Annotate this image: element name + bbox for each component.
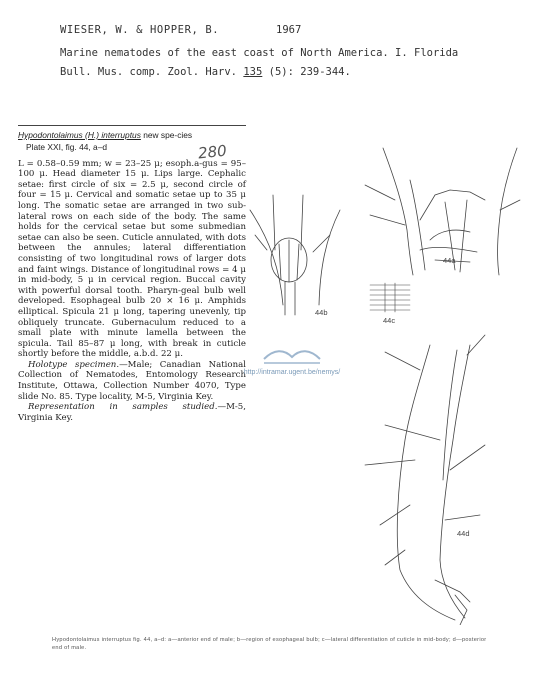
figure-label-44a: 44a bbox=[443, 256, 456, 265]
watermark-logo-icon bbox=[262, 343, 322, 365]
figure-label-44c: 44c bbox=[383, 316, 396, 325]
figure-44d-drawing bbox=[365, 335, 485, 625]
journal-volume: 135 bbox=[243, 66, 263, 78]
figure-label-44d: 44d bbox=[457, 529, 470, 538]
article-clipping bbox=[18, 125, 246, 423]
species-suffix: new spe-cies bbox=[143, 130, 193, 140]
figure-44b-drawing bbox=[250, 195, 340, 315]
citation-title: Marine nematodes of the east coast of North America. I. Florida bbox=[60, 47, 459, 59]
article-top-rule bbox=[18, 125, 246, 126]
citation-journal bbox=[60, 66, 351, 78]
species-name: Hypodontolaimus (H.) interruptus bbox=[18, 130, 141, 140]
holotype-label: Holotype specimen. bbox=[28, 359, 120, 370]
library-watermark bbox=[212, 343, 372, 376]
representation-label: Representation in samples studied. bbox=[28, 402, 218, 413]
species-description: L = 0.58–0.59 mm; w = 23–25 μ; esoph.a-gus = 95–100 μ. Head diameter 15 μ. Lips large. Cephalic setae: first circle of six = 2.5 μ, second circle of four = 15 μ. Cervical and somatic setae up to 35 μ long. The somatic setae are arranged in two sub-lateral rows on each side of the body. The same holds for the cervical setae but some submedian setae can also be seen. Cuticle annulated, with dots between the annules; lateral differentiation consisting of two longitudinal rows of larger dots and faint wings. Distance of longitudinal rows = 4 μ in mid-body, 5 μ in cervical region. Buccal cavity with powerful dorsal tooth. Pharyn-geal bulb well developed. Esophageal bulb 20 × 16 μ. Amphids elliptical. Spicula 21 μ long, tapering unevenly, tip obliquely truncate. Gubernaculum reduced to a small plate with minute lamella between the spicula. Tail 85–87 μ long, with break in cuticle shortly before the middle, a.b.d. 22 μ. bbox=[18, 158, 246, 360]
representation-paragraph bbox=[18, 402, 246, 423]
species-heading bbox=[18, 130, 246, 140]
plate-reference: Plate XXI, fig. 44, a–d bbox=[26, 142, 108, 152]
citation-year: 1967 bbox=[276, 24, 302, 36]
handwritten-number: 280 bbox=[197, 141, 228, 163]
watermark-url: http://intramar.ugent.be/nemys/ bbox=[243, 369, 341, 376]
holotype-text: —Male; Canadian National Collection of Nematodes, Entomology Research Institute, Ottawa, Collection Number 4070, Type slide No. 85. Type locality, M-5, Virginia Key. bbox=[18, 359, 247, 402]
figure-label-44b: 44b bbox=[315, 308, 328, 317]
representation-text: —M-5, Virginia Key. bbox=[18, 402, 246, 423]
figure-44c-drawing bbox=[370, 283, 410, 312]
plate-drawings bbox=[245, 140, 525, 625]
citation-authors: WIESER, W. & HOPPER, B. bbox=[60, 24, 220, 36]
figure-caption: Hypodontolaimus interruptus fig. 44, a–d: a—anterior end of male; b—region of esophageal bulb; c—lateral differentiation of cuticle in mid-body; d—posterior end of male. bbox=[52, 637, 487, 651]
journal-issue-pages: (5): 239-344. bbox=[268, 66, 351, 78]
journal-name: Bull. Mus. comp. Zool. Harv. bbox=[60, 66, 238, 78]
